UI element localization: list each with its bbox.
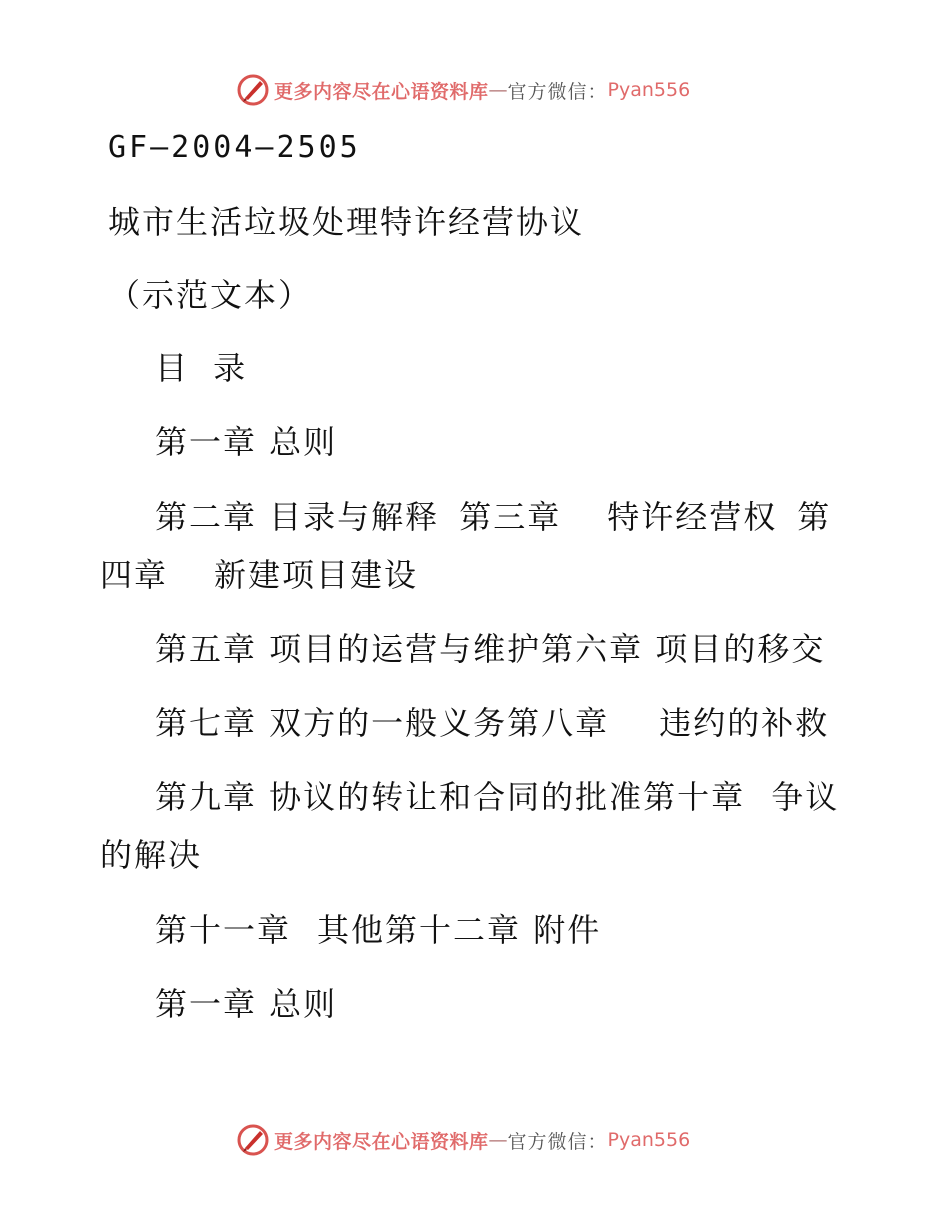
section-heading: 第一章 总则 <box>155 985 338 1023</box>
watermark-dash: — <box>488 1129 508 1151</box>
toc-item-chapter-3-label: 第三章 <box>459 498 562 536</box>
toc-item-chapter-8-title: 违约的补救 <box>659 704 830 742</box>
toc-item-chapter-4-end: 四章 <box>100 556 169 594</box>
toc-item-chapter-10-start: 争议 <box>771 778 840 816</box>
toc-item-chapters-7-8: 第七章 双方的一般义务第八章 <box>155 704 610 742</box>
toc-item-chapter-2: 第二章 目录与解释 <box>155 498 440 536</box>
header-watermark <box>236 72 690 108</box>
quill-logo-icon <box>236 73 270 107</box>
footer-watermark <box>236 1122 690 1158</box>
watermark-official-label: 官方微信： <box>507 80 608 103</box>
toc-item-chapters-5-6: 第五章 项目的运营与维护第六章 项目的移交 <box>155 630 826 668</box>
document-code: GF—2004—2505 <box>108 130 361 165</box>
toc-item-chapters-9-10: 第九章 协议的转让和合同的批准第十章 <box>155 778 746 816</box>
toc-item-chapters-11-12-rest: 其他第十二章 附件 <box>317 911 602 949</box>
watermark-text: 更多内容尽在心语资料库 <box>274 80 489 103</box>
watermark-official-label: 官方微信： <box>507 1130 608 1153</box>
toc-item-chapter-4-start: 第 <box>797 498 832 536</box>
toc-item-chapter-1: 第一章 总则 <box>155 423 338 461</box>
watermark-wechat-id: Pyan556 <box>607 1129 691 1151</box>
toc-heading: 目 录 <box>155 349 254 387</box>
quill-logo-icon <box>236 1123 270 1157</box>
document-title: 城市生活垃圾处理特许经营协议 <box>108 203 585 241</box>
toc-line-chapters-9-10 <box>155 777 839 817</box>
toc-line-chapters-11-12 <box>155 910 601 950</box>
toc-line-chapter-4-cont <box>100 555 418 595</box>
toc-line-chapters-2-4 <box>155 497 831 537</box>
toc-item-chapter-4-title: 新建项目建设 <box>214 556 419 594</box>
toc-item-chapter-10-end: 的解决 <box>100 836 203 874</box>
watermark-dash: — <box>488 79 508 101</box>
watermark-wechat-id: Pyan556 <box>607 79 691 101</box>
toc-item-chapter-3-title: 特许经营权 <box>607 498 778 536</box>
document-subtitle: （示范文本） <box>108 276 313 314</box>
toc-line-chapters-7-8 <box>155 703 829 743</box>
toc-item-chapter-11: 第十一章 <box>155 911 292 949</box>
watermark-text: 更多内容尽在心语资料库 <box>274 1130 489 1153</box>
